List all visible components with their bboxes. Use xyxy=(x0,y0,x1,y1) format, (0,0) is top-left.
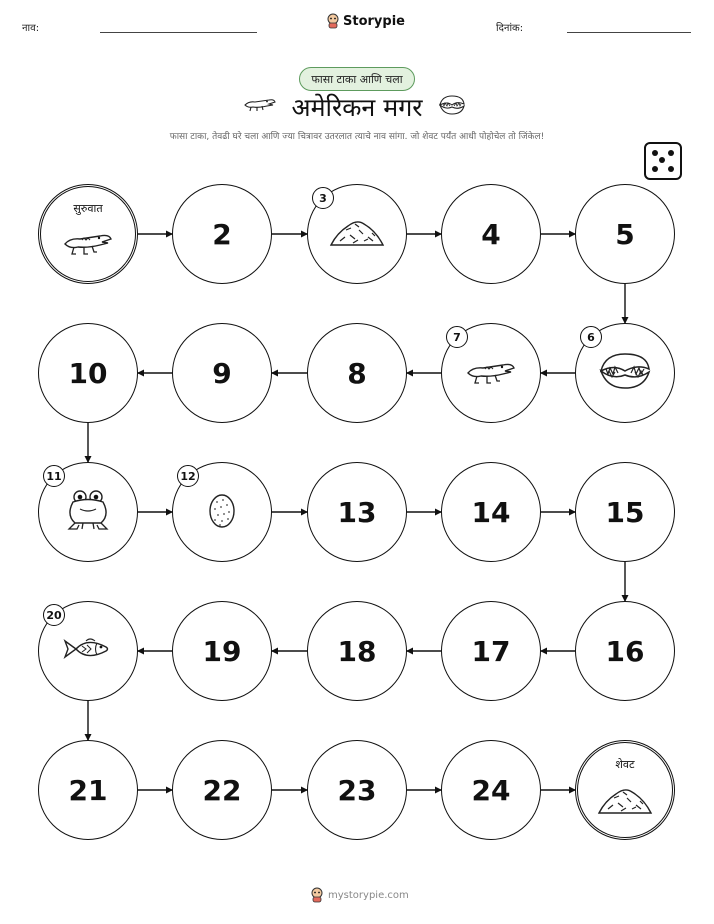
brand-name: Storypie xyxy=(343,13,405,29)
board-space xyxy=(172,462,272,562)
board-space xyxy=(441,462,541,562)
space-number-tag: 6 xyxy=(580,326,602,348)
board-space xyxy=(172,184,272,284)
name-label: नाव: xyxy=(22,23,40,34)
board-space xyxy=(575,184,675,284)
date-label: दिनांक: xyxy=(496,23,524,34)
space-number: 13 xyxy=(337,495,377,529)
board-space xyxy=(307,740,407,840)
page-title: अमेरिकन मगर xyxy=(291,93,423,122)
footer-url[interactable]: mystorypie.com xyxy=(328,889,409,901)
space-caption: सुरुवात xyxy=(73,202,103,215)
frog-icon xyxy=(63,487,113,537)
finish-space xyxy=(575,740,675,840)
board-space xyxy=(38,601,138,701)
board-space xyxy=(575,462,675,562)
space-number: 17 xyxy=(471,634,511,668)
space-number-tag: 3 xyxy=(312,187,334,209)
board-space xyxy=(172,601,272,701)
board-space xyxy=(172,740,272,840)
board-space xyxy=(38,740,138,840)
jaws-icon xyxy=(597,350,653,396)
space-number: 9 xyxy=(212,356,232,390)
start-space xyxy=(38,184,138,284)
fish-icon xyxy=(62,634,114,668)
space-number: 15 xyxy=(605,495,645,529)
footer xyxy=(310,887,409,903)
space-number: 19 xyxy=(202,634,242,668)
space-caption: शेवट xyxy=(615,758,635,771)
space-number-tag: 12 xyxy=(177,465,199,487)
space-number-tag: 11 xyxy=(43,465,65,487)
space-number-tag: 7 xyxy=(446,326,468,348)
board-space xyxy=(38,323,138,423)
mascot-icon xyxy=(310,887,324,903)
space-number: 22 xyxy=(202,773,242,807)
egg-icon xyxy=(207,490,237,534)
board-space xyxy=(441,601,541,701)
board-space xyxy=(307,184,407,284)
alligator-icon xyxy=(62,227,114,261)
board-space xyxy=(441,740,541,840)
space-number: 8 xyxy=(347,356,367,390)
space-number: 16 xyxy=(605,634,645,668)
mound-icon xyxy=(328,215,386,253)
space-number: 4 xyxy=(481,217,501,251)
board-space xyxy=(307,601,407,701)
space-number: 10 xyxy=(68,356,108,390)
board-space xyxy=(441,184,541,284)
space-number: 21 xyxy=(68,773,108,807)
board-space xyxy=(575,323,675,423)
board-space xyxy=(38,462,138,562)
board-space xyxy=(172,323,272,423)
space-number: 14 xyxy=(471,495,511,529)
space-number: 18 xyxy=(337,634,377,668)
board-space xyxy=(307,462,407,562)
alligator-icon xyxy=(465,356,517,390)
instructions: फासा टाका, तेवढी घरे चला आणि ज्या चित्रावर उतरलात त्याचे नाव सांगा. जो शेवट पर्यंत आधी पोहोचेल तो जिंकेल! xyxy=(169,132,545,142)
board-space xyxy=(307,323,407,423)
board-space xyxy=(441,323,541,423)
mound-icon xyxy=(596,783,654,821)
space-number: 5 xyxy=(615,217,635,251)
space-number-tag: 20 xyxy=(43,604,65,626)
game-type-badge: फासा टाका आणि चला xyxy=(299,67,415,91)
space-number: 2 xyxy=(212,217,232,251)
space-number: 24 xyxy=(471,773,511,807)
board-space xyxy=(575,601,675,701)
space-number: 23 xyxy=(337,773,377,807)
